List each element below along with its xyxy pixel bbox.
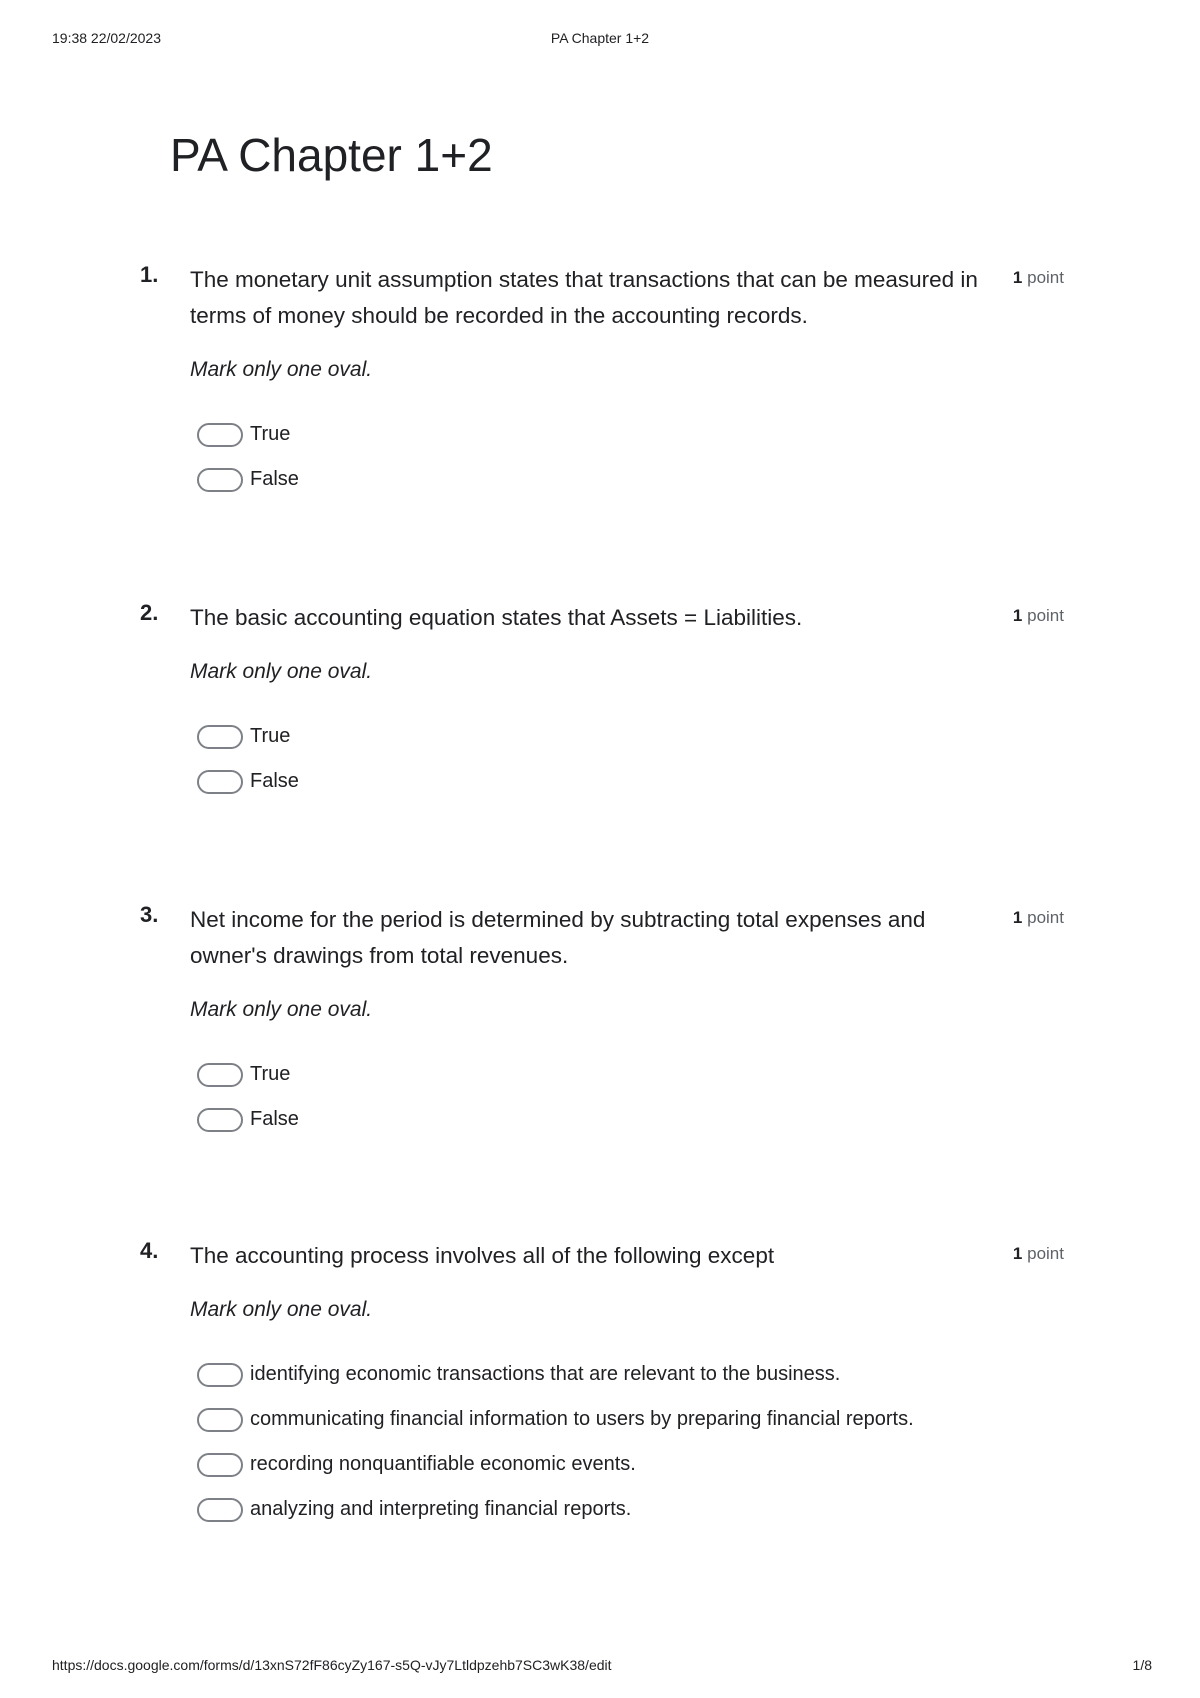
question-instruction: Mark only one oval. (190, 998, 373, 1021)
radio-oval[interactable] (197, 1108, 243, 1132)
option-identifying[interactable] (197, 1352, 914, 1397)
option-label: True (250, 725, 291, 747)
points-label: point (1027, 606, 1064, 625)
option-label: False (250, 770, 299, 792)
points-value: 1 (1012, 1244, 1023, 1263)
question-instruction: Mark only one oval. (190, 1298, 373, 1321)
option-false[interactable] (197, 1097, 299, 1142)
radio-oval[interactable] (197, 423, 243, 447)
option-label: True (250, 1063, 291, 1085)
option-recording[interactable] (197, 1442, 914, 1487)
print-url: https://docs.google.com/forms/d/13xnS72fF86cyZy167-s5Q-vJy7Ltldpzehb7SC3wK38/edit (52, 1657, 612, 1673)
option-false[interactable] (197, 457, 299, 502)
option-true[interactable] (197, 1052, 299, 1097)
points-label: point (1027, 1244, 1064, 1263)
question-text: The monetary unit assumption states that transactions that can be measured in terms of money should be recorded in the accounting records. (190, 267, 978, 328)
radio-oval[interactable] (197, 1063, 243, 1087)
radio-oval[interactable] (197, 468, 243, 492)
form-title: PA Chapter 1+2 (170, 129, 493, 181)
question-text: Net income for the period is determined by subtracting total expenses and owner's drawings from total revenues. (190, 907, 926, 968)
option-label: communicating financial information to users by preparing financial reports. (250, 1408, 914, 1430)
radio-oval[interactable] (197, 770, 243, 794)
option-label: False (250, 1108, 299, 1130)
print-page-number: 1/8 (1132, 1657, 1152, 1673)
option-label: identifying economic transactions that are relevant to the business. (250, 1363, 841, 1385)
option-analyzing[interactable] (197, 1487, 914, 1532)
radio-oval[interactable] (197, 725, 243, 749)
print-datetime: 19:38 22/02/2023 (52, 30, 161, 46)
option-false[interactable] (197, 759, 299, 804)
option-label: True (250, 423, 291, 445)
print-doc-title: PA Chapter 1+2 (550, 30, 650, 46)
points-value: 1 (1012, 908, 1023, 927)
option-list (197, 1052, 299, 1142)
option-list (197, 1352, 914, 1532)
points-value: 1 (1012, 268, 1023, 287)
question-points (1013, 268, 1064, 288)
question-number: 2. (140, 600, 159, 625)
question-text: The accounting process involves all of the following except (190, 1243, 775, 1268)
radio-oval[interactable] (197, 1408, 243, 1432)
question-points (1013, 1244, 1064, 1264)
option-list (197, 412, 299, 502)
option-label: False (250, 468, 299, 490)
question-number: 3. (140, 902, 159, 927)
question-points (1013, 606, 1064, 626)
question-instruction: Mark only one oval. (190, 358, 373, 381)
radio-oval[interactable] (197, 1498, 243, 1522)
question-number: 4. (140, 1238, 159, 1263)
option-communicating[interactable] (197, 1397, 914, 1442)
option-label: recording nonquantifiable economic events. (250, 1453, 636, 1475)
question-number: 1. (140, 262, 159, 287)
points-label: point (1027, 908, 1064, 927)
option-label: analyzing and interpreting financial reports. (250, 1498, 632, 1520)
points-value: 1 (1012, 606, 1023, 625)
question-text: The basic accounting equation states that Assets = Liabilities. (190, 605, 803, 630)
option-true[interactable] (197, 714, 299, 759)
radio-oval[interactable] (197, 1453, 243, 1477)
option-list (197, 714, 299, 804)
points-label: point (1027, 268, 1064, 287)
question-points (1013, 908, 1064, 928)
option-true[interactable] (197, 412, 299, 457)
radio-oval[interactable] (197, 1363, 243, 1387)
question-instruction: Mark only one oval. (190, 660, 373, 683)
